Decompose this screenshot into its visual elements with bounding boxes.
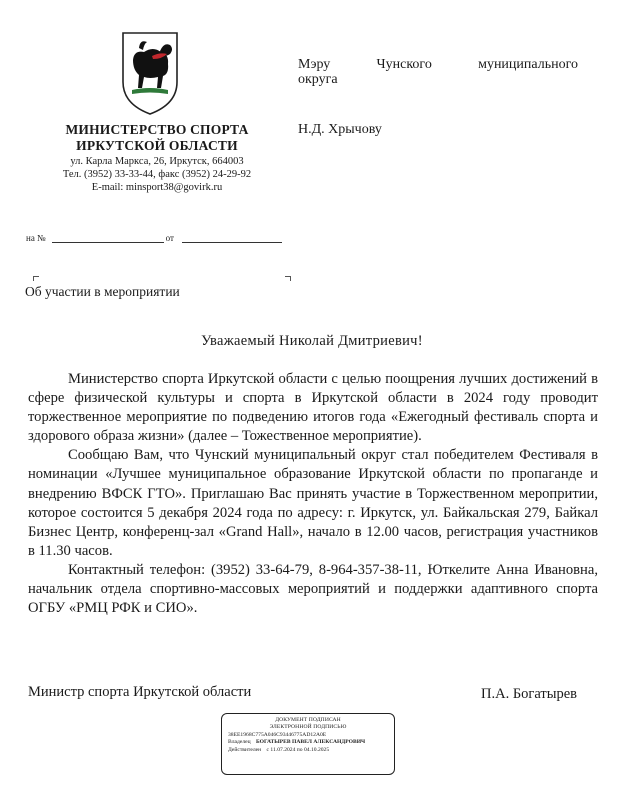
signatory-title: Министр спорта Иркутской области xyxy=(28,684,252,700)
stamp-owner-label: Владелец xyxy=(228,739,251,746)
body-paragraph-3: Контактный телефон: (3952) 33-64-79, 8-964-357-38-11, Юткелите Анна Ивановна, начальник отдела спортивно-массовых мероприятий и поддержки адаптивного спорта ОГБУ «РМЦ РФК и СИО». xyxy=(28,561,598,617)
stamp-validity: с 11.07.2024 по 04.10.2025 xyxy=(266,746,330,753)
addressee-word-3: муниципального xyxy=(478,57,578,72)
registration-from-label: от xyxy=(165,233,174,243)
stamp-validity-label: Действителен xyxy=(228,746,262,753)
registration-date-blank xyxy=(182,232,282,243)
ministry-name-line1: МИНИСТЕРСТВО СПОРТА xyxy=(65,122,249,137)
ministry-phone: Тел. (3952) 33-33-44, факс (3952) 24-29-92 xyxy=(62,169,252,180)
ministry-address: ул. Карла Маркса, 26, Иркутск, 664003 xyxy=(70,156,244,167)
registration-number-blank xyxy=(52,232,164,243)
ministry-name-line2: ИРКУТСКОЙ ОБЛАСТИ xyxy=(76,138,238,153)
signatory-name: П.А. Богатырев xyxy=(481,686,578,702)
addressee-line-2: округа xyxy=(298,72,338,87)
addressee-word-2: Чунского xyxy=(376,57,432,72)
e-signature-stamp xyxy=(221,713,395,775)
ministry-email: E-mail: minsport38@govirk.ru xyxy=(91,182,223,193)
irkutsk-coat-of-arms-icon xyxy=(120,30,180,116)
ministry-name xyxy=(30,122,284,154)
ministry-contacts xyxy=(30,155,284,194)
body-paragraph-1: Министерство спорта Иркутской области с целью поощрения лучших достижений в сфере физической культуры и спорта в Иркутской области в 2024 году проводит торжественное мероприятие по подведению итогов года «Ежегодный фестиваль спорта и здорового образа жизни» (далее – Тожественное мероприятие). xyxy=(28,371,598,445)
stamp-line-2: ЭЛЕКТРОННОЙ ПОДПИСЬЮ xyxy=(269,724,347,731)
subject-bracket-right xyxy=(285,276,291,281)
body-paragraph-2: Сообщаю Вам, что Чунский муниципальный округ стал победителем Фестиваля в номинации «Лучшее муниципальное образование Иркутской области по пропаганде и внедрению ВФСК ГТО». Приглашаю Вас принять участие в Торжественном меропритии, которое состоится 5 декабря 2024 года по адресу: г. Иркутск, ул. Байкальская 279, Байкал Бизнес Центр, конференц-зал «Grand Hall», начало в 12.00 часов, регистрация участников в 11.30 часов. xyxy=(28,447,598,559)
addressee-block xyxy=(298,57,578,87)
addressee-name: Н.Д. Хрычову xyxy=(298,122,382,137)
letter-body xyxy=(28,370,598,618)
stamp-certificate: 38EE1968C775A046C93446775AD12A0E xyxy=(228,731,327,738)
stamp-owner: БОГАТЫРЕВ ПАВЕЛ АЛЕКСАНДРОВИЧ xyxy=(256,739,366,746)
salutation: Уважаемый Николай Дмитриевич! xyxy=(201,333,423,349)
stamp-line-1: ДОКУМЕНТ ПОДПИСАН xyxy=(275,717,341,723)
registration-number-label: на № xyxy=(26,233,46,243)
addressee-word-1: Мэру xyxy=(298,57,331,72)
subject-bracket-left xyxy=(33,276,39,281)
registration-line xyxy=(26,232,282,243)
letter-subject: Об участии в мероприятии xyxy=(25,284,180,299)
